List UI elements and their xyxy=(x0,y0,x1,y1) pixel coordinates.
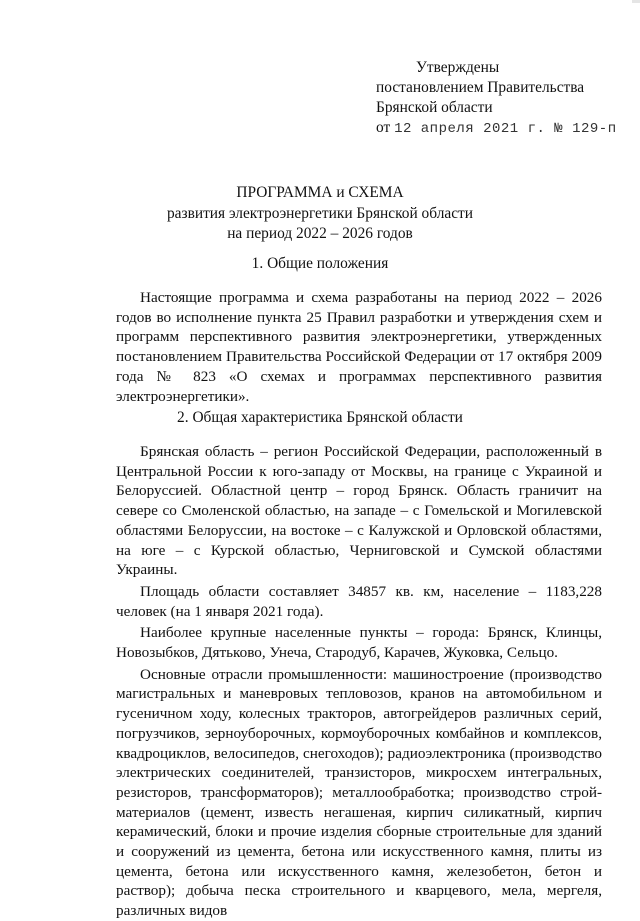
scan-edge-mark xyxy=(632,0,640,3)
approval-line-region: Брянской области xyxy=(376,99,493,116)
paragraph: Основные отрасли промышленности: машиностроение (производство магистральных и маневровых тепловозов, кранов на автомобильном и гусеничном ходу, колесных тракторов, автогрейдеров различных серий, погрузчиков, зерноуборочных, кормоуборочных комбайнов и комплексов, квадроциклов, велосипедов, снегоходов); радиоэлектроника (производство электрических соединителей, транзисторов, микросхем интегральных, резисторов, трансформаторов); металлообработка; производство строй-материалов (цемент, известь негашеная, кирпич силикатный, кирпич керамический, блоки и прочие изделия сборные строительные для зданий и сооружений из цемента, бетона или искусственного камня, плиты из цемента, бетона или искусственного камня, железобетон, бетон и раствор); добыча песка строительного и кварцевого, мела, мергеля, различных видов xyxy=(116,665,602,920)
title-line-1: ПРОГРАММА и СХЕМА xyxy=(236,184,404,201)
section-heading-general: 1. Общие положения xyxy=(251,255,389,272)
approval-block xyxy=(376,58,626,139)
document-title xyxy=(0,183,640,245)
approval-line-date xyxy=(376,118,626,139)
paragraph: Брянская область – регион Российской Федерации, расположенный в Центральной России к юго-западу от Москвы, на границе с Украиной и Белоруссией. Областной центр – город Брянск. Область граничит на севере со Смоленской областью, на западе – с Гомельской и Могилевской областями Белоруссии, на востоке – с Калужской и Орловской областями, на юге – с Курской областью, Черниговской и Сумской областями Украины. xyxy=(116,443,602,579)
section-heading-characteristics: 2. Общая характеристика Брянской области xyxy=(177,409,463,426)
paragraph: Наиболее крупные населенные пункты – города: Брянск, Клинцы, Новозыбков, Дятьково, Унеча, Стародуб, Карачев, Жуковка, Сельцо. xyxy=(116,624,602,662)
title-line-2: развития электроэнергетики Брянской области xyxy=(166,204,474,222)
approval-from-label: от xyxy=(376,119,391,136)
title-line-3: на период 2022 – 2026 годов xyxy=(227,225,413,242)
paragraph: Настоящие программа и схема разработаны на период 2022 – 2026 годов во исполнение пункта 25 Правил разработки и утверждения схем и программ перспективного развития электроэнергетики, утвержденных постановлением Правительства Российской Федерации от 17 октября 2009 года № 823 «О схемах и программах перспективного развития электроэнергетики». xyxy=(116,289,602,405)
section-body-characteristics xyxy=(116,442,602,921)
section-body-general xyxy=(116,288,602,406)
approval-line-approved: Утверждены xyxy=(416,59,500,76)
approval-line-resolution: постановлением Правительства xyxy=(376,79,585,96)
approval-date-stamp: 12 апреля 2021 г. № 129-п xyxy=(394,121,617,137)
paragraph: Площадь области составляет 34857 кв. км, население – 1183,228 человек (на 1 января 2021 года). xyxy=(116,582,602,620)
